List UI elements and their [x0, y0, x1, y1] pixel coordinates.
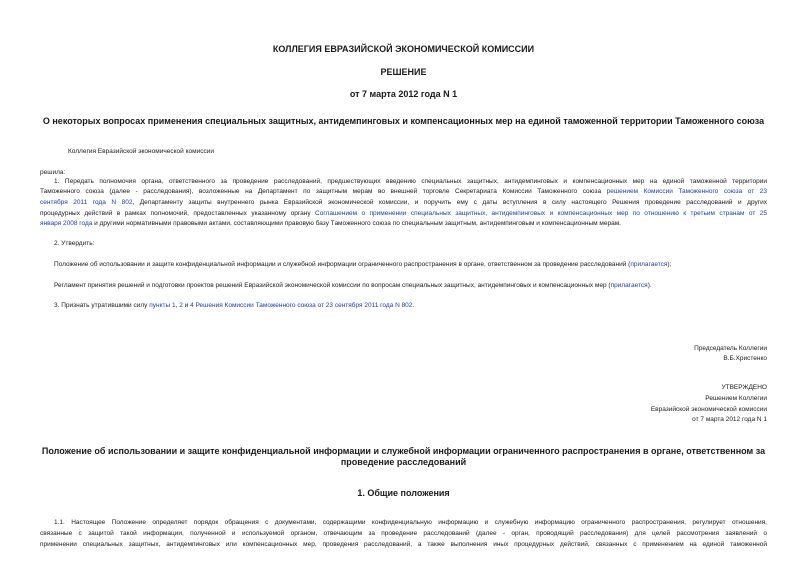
p3-sep2: и: [182, 302, 191, 309]
p3-end: .: [412, 302, 415, 309]
decision-date: от 7 марта 2012 года N 1: [349, 89, 458, 99]
s11-line-1: 1.1. Настоящее Положение определяет порядок обращения с документами, содержащими конфиденциальную информацию и служебную информацию ограниченного распространения, регулирует отношения,: [54, 519, 767, 526]
annex-1-link[interactable]: прилагается: [630, 261, 668, 268]
p1-line-5: [40, 218, 767, 229]
signatory-position: Председатель Коллегии: [694, 345, 767, 352]
item-4-link[interactable]: 4 Решения Комиссии Таможенного союза от 23 сентября 2011 года N 802: [190, 302, 413, 309]
p2a-line: [54, 259, 671, 270]
signatory-name: В.Б.Христенко: [723, 355, 767, 362]
doc-type-heading: РЕШЕНИЕ: [380, 67, 427, 77]
p3-text: 3. Признать утратившими силу: [54, 302, 150, 309]
decided-text: решила:: [40, 169, 66, 176]
p1-l4-text: процедурных действий в рамках полномочий, предоставленных указанному органу: [40, 210, 316, 217]
s11-line-2: связанные с защитой такой информации, полученной и используемой органом, отвечающим за проведение расследований (далее - орган, проводящий расследования) для целей рассмотрения заявлений о: [40, 530, 767, 537]
p1-line-3: [40, 197, 767, 208]
agreement-link[interactable]: Соглашением о применении специальных защитных, антидемпинговых и компенсационных мер по отношению к третьим странам от 25: [315, 210, 767, 217]
p1-l5-text: и другими нормативными правовыми актами, составляющими правовую базу Таможенного союза по специальным защитным, антидемпинговым и компенсационным мерам.: [92, 220, 621, 227]
p2b-end: ).: [647, 282, 652, 289]
p1-l3-text: , Департаменту защиты внутреннего рынка Евразийской экономической комиссии, и поручить ему с даты вступления в силу настоящего Решения проведение расследований и других: [132, 199, 767, 206]
p2b-line: [54, 280, 652, 291]
issuer-text: Коллегия Евразийской экономической комиссии: [68, 148, 214, 155]
item-1-link[interactable]: пункты 1: [149, 302, 176, 309]
p2a-end: );: [667, 261, 672, 268]
p2a-text: Положение об использовании и защите конфиденциальной информации и служебной информации ограниченного распространения в органе, ответственном за проведение расследований (: [54, 261, 631, 268]
approval-stamp-3: Евразийской экономической комиссии: [650, 406, 767, 413]
p1-l1-text: 1. Передать полномочия органа, ответственного за проведение расследований, предшествующих введению специальных защитных, антидемпинговых и компенсационных мер на единой таможенной территории: [54, 178, 767, 185]
section-1-heading: 1. Общие положения: [357, 488, 450, 498]
decision-title: О некоторых вопросах применения специальных защитных, антидемпинговых и компенсационных мер на единой таможенной территории Таможенного союза: [42, 116, 765, 126]
approval-stamp-2: Решением Коллегии: [705, 395, 767, 402]
s11-line-3: применении специальных защитных, антидемпинговых или компенсационных мер, проведения расследований, а также выполнения иных процедурных действий, связанных с применением на единой таможенной: [40, 541, 767, 548]
agreement-link-cont[interactable]: января 2008 года: [40, 220, 93, 227]
p3-line: [54, 300, 414, 311]
p3-sep1: ,: [175, 302, 180, 309]
p1-line-2: [40, 186, 767, 197]
item-2-link[interactable]: 2: [179, 302, 183, 309]
decision-802-link-cont[interactable]: сентября 2011 года N 802: [40, 199, 133, 206]
annex-2-link[interactable]: прилагается: [610, 282, 648, 289]
annex-title-line-2: проведение расследований: [340, 457, 467, 467]
org-heading: КОЛЛЕГИЯ ЕВРАЗИЙСКОЙ ЭКОНОМИЧЕСКОЙ КОМИССИИ: [272, 44, 535, 54]
annex-title-line-1: Положение об использовании и защите конфиденциальной информации и служебной информации ограниченного распространения в органе, ответственном за: [41, 446, 766, 456]
decision-802-link[interactable]: решением Комиссии Таможенного союза от 23: [606, 188, 767, 195]
approval-stamp-1: УТВЕРЖДЕНО: [721, 384, 767, 391]
p1-l2-text: Таможенного союза (далее - расследования), возложенные на Департамент по защитным мерам во внешней торговле Секретариата Комиссии Таможенного союза: [40, 188, 607, 195]
p2b-text: Регламент принятия решений и подготовки проектов решений Евразийской экономической комиссии по вопросам специальных защитных, антидемпинговых и компенсационных мер (: [54, 282, 611, 289]
approval-stamp-4: от 7 марта 2012 года N 1: [692, 416, 767, 423]
p2-text: 2. Утвердить:: [54, 240, 95, 247]
